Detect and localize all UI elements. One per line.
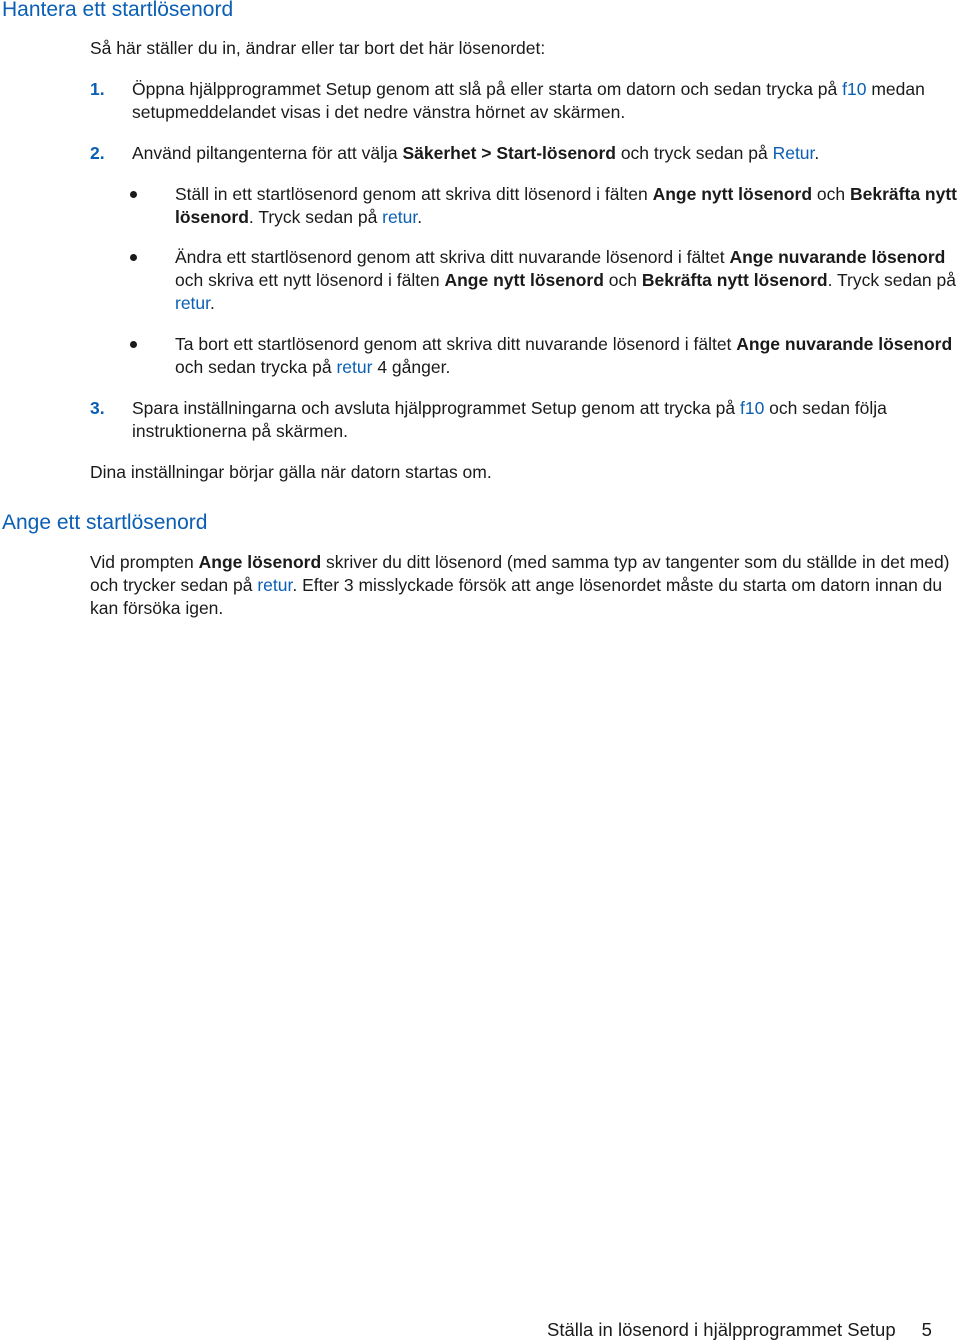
field-name: Bekräfta nytt lösenord [175, 184, 957, 227]
text-part: och [603, 270, 642, 290]
text-part: Ta bort ett startlösenord genom att skriva ditt nuvarande lösenord i fältet [175, 334, 737, 354]
step-text-part: och tryck sedan på [615, 143, 773, 163]
bullet-icon [130, 341, 137, 348]
step-text-part: . [814, 143, 820, 163]
page-footer [547, 1318, 932, 1342]
section-title-enter-startup-password: Ange ett startlösenord [2, 511, 208, 534]
key-retur[interactable]: retur [175, 293, 211, 313]
key-retur[interactable]: retur [257, 575, 293, 595]
step-text-part: Spara inställningarna och avsluta hjälpprogrammet Setup genom att trycka på [132, 398, 740, 418]
field-name: Ange nuvarande lösenord [729, 247, 946, 267]
step-number: 1. [90, 79, 105, 99]
text-part: och sedan trycka på [175, 357, 337, 377]
step-text [132, 397, 960, 443]
step-text-part: Använd piltangenterna för att välja [132, 143, 403, 163]
footer-chapter-title: Ställa in lösenord i hjälpprogrammet Setup [547, 1319, 896, 1340]
text-part: . Tryck sedan på [827, 270, 956, 290]
text-part: och [812, 184, 851, 204]
step-number: 3. [90, 398, 105, 418]
intro-text: Så här ställer du in, ändrar eller tar bort det här lösenordet: [90, 38, 546, 58]
text-part: och skriva ett nytt lösenord i fälten [175, 270, 445, 290]
field-name: Ange nytt lösenord [444, 270, 604, 290]
step-text-part: och sedan följa instruktionerna på skärmen. [132, 398, 887, 441]
key-retur[interactable]: retur [382, 207, 418, 227]
key-retur[interactable]: retur [336, 357, 373, 377]
bullet-icon [130, 191, 137, 198]
key-f10[interactable]: f10 [842, 79, 867, 99]
menu-path: Säkerhet > Start-lösenord [402, 143, 616, 163]
step-text [132, 78, 960, 124]
text-part: 4 gånger. [372, 357, 451, 377]
bullet-text [175, 183, 960, 229]
prompt-name: Ange lösenord [198, 552, 322, 572]
text-part: Vid prompten [90, 552, 199, 572]
section-title-manage-startup-password: Hantera ett startlösenord [2, 0, 234, 21]
bullet-text [175, 246, 960, 315]
text-part: . Tryck sedan på [248, 207, 383, 227]
field-name: Ange nytt lösenord [652, 184, 813, 204]
text-part: . [417, 207, 423, 227]
bullet-icon [130, 254, 137, 261]
text-part: Ställ in ett startlösenord genom att skriva ditt lösenord i fälten [175, 184, 653, 204]
key-f10[interactable]: f10 [739, 398, 765, 418]
field-name: Ange nuvarande lösenord [736, 334, 953, 354]
key-retur[interactable]: Retur [772, 143, 815, 163]
bullet-text [175, 333, 960, 379]
outro-text: Dina inställningar börjar gälla när datorn startas om. [90, 462, 492, 482]
text-part: Ändra ett startlösenord genom att skriva ditt nuvarande lösenord i fältet [175, 247, 730, 267]
text-part: . [210, 293, 215, 313]
step-text-part: medan setupmeddelandet visas i det nedre vänstra hörnet av skärmen. [132, 79, 925, 122]
step-text [132, 142, 960, 165]
text-part: . Efter 3 misslyckade försök att ange lösenordet måste du starta om datorn innan du kan försöka igen. [90, 575, 943, 618]
field-name: Bekräfta nytt lösenord [641, 270, 828, 290]
text-part: skriver du ditt lösenord (med samma typ av tangenter som du ställde in det med) och trycker sedan på [90, 552, 950, 595]
step-text-part: Öppna hjälpprogrammet Setup genom att slå på eller starta om datorn och sedan trycka på [132, 79, 843, 99]
page-number: 5 [921, 1319, 932, 1340]
step-number: 2. [90, 143, 105, 163]
enter-password-paragraph [90, 551, 960, 620]
